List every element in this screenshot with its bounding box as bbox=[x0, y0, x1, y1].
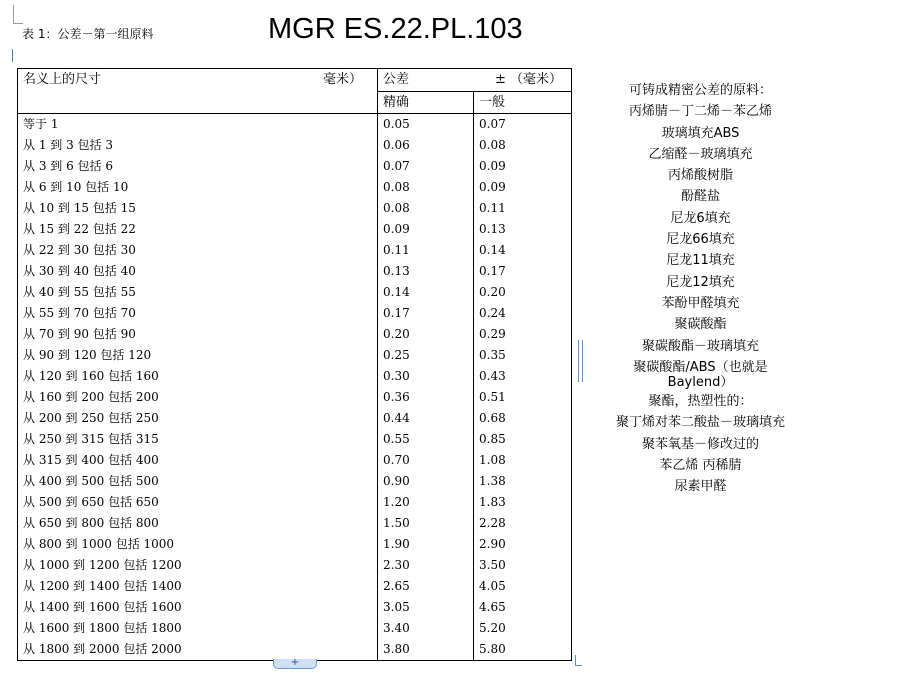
table-row bbox=[18, 219, 572, 240]
general-value-cell[interactable]: 1.83 bbox=[474, 492, 572, 513]
table-row bbox=[18, 366, 572, 387]
table-row bbox=[18, 492, 572, 513]
fine-value-cell[interactable]: 0.09 bbox=[378, 219, 474, 240]
material-item: 尼龙6填充 bbox=[670, 210, 731, 226]
general-value-cell[interactable]: 0.51 bbox=[474, 387, 572, 408]
table-caption: 表 1：公差－第一组原料 bbox=[22, 27, 154, 41]
general-value-cell[interactable]: 4.65 bbox=[474, 597, 572, 618]
fine-value-cell[interactable]: 1.20 bbox=[378, 492, 474, 513]
range-cell[interactable]: 从 1 到 3 包括 3 bbox=[18, 135, 378, 156]
table-row bbox=[18, 555, 572, 576]
range-cell[interactable]: 从 30 到 40 包括 40 bbox=[18, 261, 378, 282]
general-value-cell[interactable]: 0.08 bbox=[474, 135, 572, 156]
range-cell[interactable]: 从 650 到 800 包括 800 bbox=[18, 513, 378, 534]
general-value-cell[interactable]: 0.11 bbox=[474, 198, 572, 219]
fine-value-cell[interactable]: 0.55 bbox=[378, 429, 474, 450]
range-cell[interactable]: 从 1400 到 1600 包括 1600 bbox=[18, 597, 378, 618]
fine-value-cell[interactable]: 0.06 bbox=[378, 135, 474, 156]
material-item: 尼龙11填充 bbox=[666, 253, 735, 269]
general-value-cell[interactable]: 0.20 bbox=[474, 282, 572, 303]
table-resize-handle[interactable] bbox=[575, 655, 582, 666]
range-cell[interactable]: 从 3 到 6 包括 6 bbox=[18, 156, 378, 177]
material-item: 尼龙12填充 bbox=[666, 274, 735, 290]
material-item: Baylend） bbox=[667, 375, 734, 391]
table-row bbox=[18, 282, 572, 303]
materials-items bbox=[598, 101, 803, 497]
fine-value-cell[interactable]: 0.11 bbox=[378, 240, 474, 261]
fine-value-cell[interactable]: 0.30 bbox=[378, 366, 474, 387]
range-cell[interactable]: 从 500 到 650 包括 650 bbox=[18, 492, 378, 513]
fine-value-cell[interactable]: 0.05 bbox=[378, 114, 474, 136]
table-move-handle[interactable] bbox=[578, 340, 583, 382]
text-cursor-marker bbox=[12, 49, 15, 62]
range-cell[interactable]: 从 1600 到 1800 包括 1800 bbox=[18, 618, 378, 639]
general-value-cell[interactable]: 0.35 bbox=[474, 345, 572, 366]
general-value-cell[interactable]: 0.13 bbox=[474, 219, 572, 240]
table-row bbox=[18, 156, 572, 177]
table-row bbox=[18, 534, 572, 555]
general-value-cell[interactable]: 0.09 bbox=[474, 156, 572, 177]
fine-header-cell[interactable]: 精确 bbox=[378, 92, 474, 114]
range-cell[interactable]: 从 315 到 400 包括 400 bbox=[18, 450, 378, 471]
material-item: 苯乙烯 丙稀腈 bbox=[659, 458, 742, 474]
fine-value-cell[interactable]: 0.08 bbox=[378, 177, 474, 198]
general-value-cell[interactable]: 4.05 bbox=[474, 576, 572, 597]
general-value-cell[interactable]: 2.28 bbox=[474, 513, 572, 534]
range-cell[interactable]: 从 1800 到 2000 包括 2000 bbox=[18, 639, 378, 661]
material-item: 聚碳酸酯/ABS（也就是 bbox=[633, 359, 768, 375]
material-item: 丙烯酸树脂 bbox=[667, 168, 733, 184]
material-item: 乙缩醛－玻璃填充 bbox=[648, 146, 753, 162]
general-value-cell[interactable]: 5.80 bbox=[474, 639, 572, 661]
fine-value-cell[interactable]: 0.17 bbox=[378, 303, 474, 324]
range-cell[interactable]: 从 40 到 55 包括 55 bbox=[18, 282, 378, 303]
general-value-cell[interactable]: 1.38 bbox=[474, 471, 572, 492]
table-row bbox=[18, 618, 572, 639]
table-row bbox=[18, 597, 572, 618]
tolerance-header-unit: ± （毫米） bbox=[495, 72, 563, 87]
range-cell[interactable]: 从 160 到 200 包括 200 bbox=[18, 387, 378, 408]
table-row bbox=[18, 177, 572, 198]
general-value-cell[interactable]: 0.14 bbox=[474, 240, 572, 261]
fine-value-cell[interactable]: 2.30 bbox=[378, 555, 474, 576]
dimension-header-label: 名义上的尺寸 bbox=[23, 72, 102, 87]
table-row bbox=[18, 387, 572, 408]
range-cell[interactable]: 从 400 到 500 包括 500 bbox=[18, 471, 378, 492]
table-row bbox=[18, 303, 572, 324]
table-row bbox=[18, 345, 572, 366]
fine-value-cell[interactable]: 1.90 bbox=[378, 534, 474, 555]
tolerance-table bbox=[17, 68, 572, 661]
general-value-cell[interactable]: 1.08 bbox=[474, 450, 572, 471]
range-cell[interactable]: 从 1200 到 1400 包括 1400 bbox=[18, 576, 378, 597]
fine-value-cell[interactable]: 0.90 bbox=[378, 471, 474, 492]
general-value-cell[interactable]: 0.24 bbox=[474, 303, 572, 324]
table-row bbox=[18, 513, 572, 534]
general-value-cell[interactable]: 5.20 bbox=[474, 618, 572, 639]
general-header-cell[interactable]: 一般 bbox=[474, 92, 572, 114]
materials-heading: 可铸成精密公差的原料： bbox=[628, 83, 772, 98]
general-value-cell[interactable]: 0.09 bbox=[474, 177, 572, 198]
tolerance-header-cell[interactable] bbox=[378, 69, 572, 92]
material-item: 玻璃填充ABS bbox=[661, 125, 740, 141]
material-item: 丙烯腈－丁二烯－苯乙烯 bbox=[628, 104, 772, 120]
general-value-cell[interactable]: 0.68 bbox=[474, 408, 572, 429]
fine-value-cell[interactable]: 0.13 bbox=[378, 261, 474, 282]
range-cell[interactable]: 从 55 到 70 包括 70 bbox=[18, 303, 378, 324]
range-cell[interactable]: 从 200 到 250 包括 250 bbox=[18, 408, 378, 429]
fine-value-cell[interactable]: 0.07 bbox=[378, 156, 474, 177]
general-value-cell[interactable]: 2.90 bbox=[474, 534, 572, 555]
general-value-cell[interactable]: 0.17 bbox=[474, 261, 572, 282]
tolerance-header-label: 公差 bbox=[383, 72, 410, 87]
range-cell[interactable]: 从 90 到 120 包括 120 bbox=[18, 345, 378, 366]
document-title: MGR ES.22.PL.103 bbox=[268, 13, 523, 45]
material-item: 尼龙66填充 bbox=[666, 232, 735, 248]
material-item: 聚碳酸酯－玻璃填充 bbox=[641, 338, 759, 354]
page-corner-mark bbox=[13, 5, 23, 24]
table-row bbox=[18, 261, 572, 282]
general-value-cell[interactable]: 0.29 bbox=[474, 324, 572, 345]
table-row bbox=[18, 240, 572, 261]
table-row bbox=[18, 450, 572, 471]
range-cell[interactable]: 从 800 到 1000 包括 1000 bbox=[18, 534, 378, 555]
material-item: 聚碳酸酯 bbox=[674, 317, 727, 333]
table-row bbox=[18, 135, 572, 156]
fine-value-cell[interactable]: 3.40 bbox=[378, 618, 474, 639]
table-header-row bbox=[18, 69, 572, 92]
table-row bbox=[18, 429, 572, 450]
fine-value-cell[interactable]: 0.36 bbox=[378, 387, 474, 408]
fine-value-cell[interactable]: 3.80 bbox=[378, 639, 474, 661]
range-cell[interactable]: 从 250 到 315 包括 315 bbox=[18, 429, 378, 450]
table-row bbox=[18, 408, 572, 429]
range-cell[interactable]: 从 10 到 15 包括 15 bbox=[18, 198, 378, 219]
range-cell[interactable]: 等于 1 bbox=[18, 114, 378, 136]
table-row bbox=[18, 198, 572, 219]
fine-value-cell[interactable]: 0.70 bbox=[378, 450, 474, 471]
range-cell[interactable]: 从 15 到 22 包括 22 bbox=[18, 219, 378, 240]
fine-value-cell[interactable]: 1.50 bbox=[378, 513, 474, 534]
fine-value-cell[interactable]: 3.05 bbox=[378, 597, 474, 618]
dimension-header-unit: 毫米） bbox=[323, 72, 363, 87]
add-row-button[interactable]: + bbox=[273, 659, 317, 669]
fine-value-cell[interactable]: 0.25 bbox=[378, 345, 474, 366]
range-cell[interactable]: 从 22 到 30 包括 30 bbox=[18, 240, 378, 261]
range-cell[interactable]: 从 70 到 90 包括 90 bbox=[18, 324, 378, 345]
fine-value-cell[interactable]: 0.20 bbox=[378, 324, 474, 345]
general-value-cell[interactable]: 0.43 bbox=[474, 366, 572, 387]
dimension-header-cell[interactable] bbox=[18, 69, 378, 114]
table-row bbox=[18, 576, 572, 597]
range-cell[interactable]: 从 1000 到 1200 包括 1200 bbox=[18, 555, 378, 576]
fine-value-cell[interactable]: 0.14 bbox=[378, 282, 474, 303]
fine-value-cell[interactable]: 2.65 bbox=[378, 576, 474, 597]
fine-value-cell[interactable]: 0.08 bbox=[378, 198, 474, 219]
material-item: 聚酯，热塑性的： bbox=[648, 394, 753, 410]
range-cell[interactable]: 从 120 到 160 包括 160 bbox=[18, 366, 378, 387]
table-row bbox=[18, 471, 572, 492]
materials-list bbox=[598, 80, 803, 498]
table-row bbox=[18, 324, 572, 345]
general-value-cell[interactable]: 3.50 bbox=[474, 555, 572, 576]
material-item: 酚醛盐 bbox=[680, 189, 720, 205]
general-value-cell[interactable]: 0.07 bbox=[474, 114, 572, 136]
fine-value-cell[interactable]: 0.44 bbox=[378, 408, 474, 429]
material-item: 聚丁烯对苯二酸盐－玻璃填充 bbox=[615, 415, 785, 431]
general-value-cell[interactable]: 0.85 bbox=[474, 429, 572, 450]
material-item: 尿素甲醛 bbox=[674, 479, 727, 495]
table-row bbox=[18, 114, 572, 136]
material-item: 聚苯氧基－修改过的 bbox=[641, 436, 759, 452]
range-cell[interactable]: 从 6 到 10 包括 10 bbox=[18, 177, 378, 198]
material-item: 苯酚甲醛填充 bbox=[661, 295, 740, 311]
